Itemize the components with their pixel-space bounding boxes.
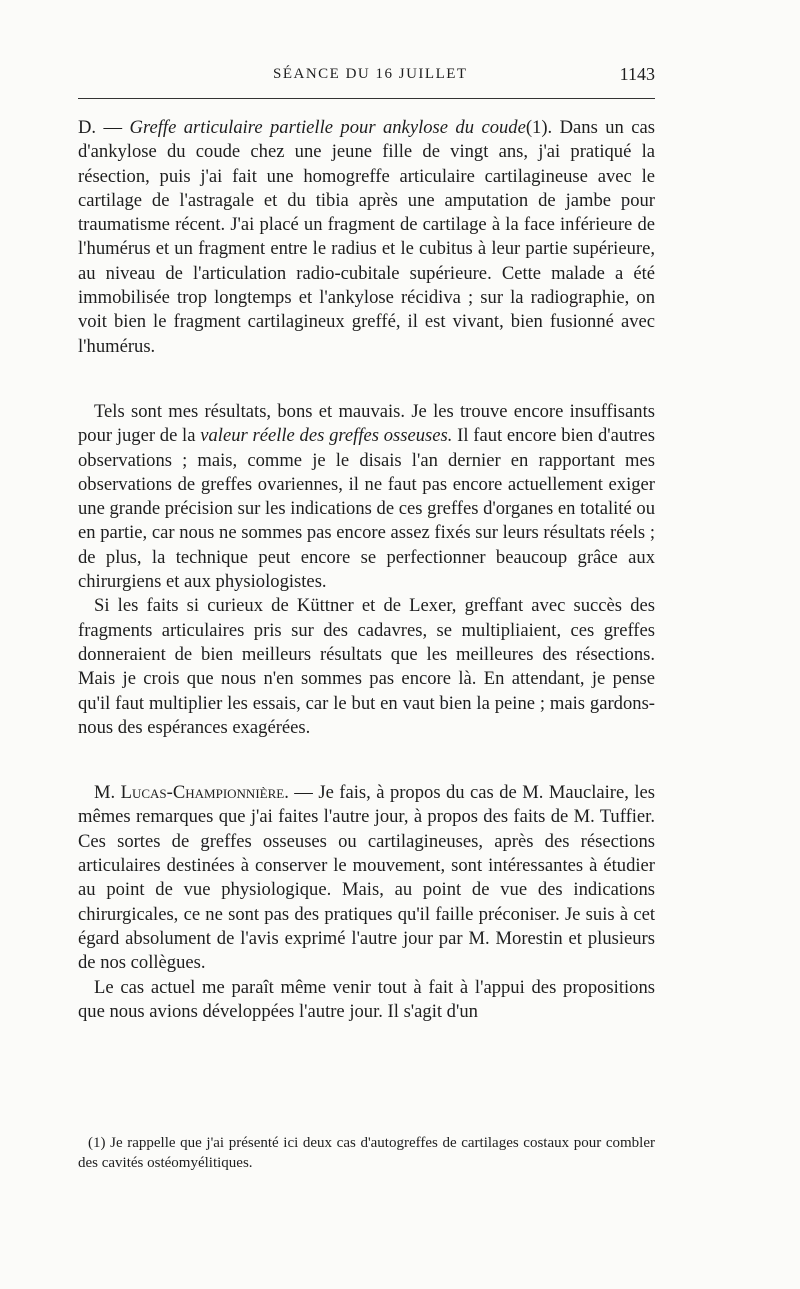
paragraph-gap xyxy=(78,359,655,400)
footnote-text: (1) Je rappelle que j'ai présenté ici deux cas d'autogreffes de cartilages costaux pour combler des cavités ostéomyélitiques. xyxy=(78,1135,655,1171)
header-rule xyxy=(78,98,655,99)
paragraph-text: Tels sont mes résultats, bons et mauvais. Je les trouve encore insuffisants pour juger de la xyxy=(78,400,655,447)
paragraph-gap xyxy=(78,740,655,781)
footnote-ref: (1). xyxy=(525,117,560,138)
paragraph-cas-actuel: Le cas actuel me paraît même venir tout à fait à l'appui des propositions que nous avions développées l'autre jour. Il s'agit d'un xyxy=(78,976,655,1022)
paragraph-text: Il faut encore bien d'autres observations ; mais, comme je le disais l'an dernier en rapportant mes observations de greffes ovariennes, il ne faut pas encore actuellement exiger une grande précision sur les indications de ces greffes d'organes en totalité ou en partie, car nous ne sommes pas encore assez fixés sur leurs résultats réels ; de plus, la technique peut encore se perfectionner beaucoup grâce aux chirurgiens et aux physiologistes. xyxy=(78,425,655,593)
page-header xyxy=(78,60,655,90)
section-title: Greffe articulaire partielle pour ankylose du coude xyxy=(129,117,526,138)
running-title: SÉANCE DU 16 JUILLET xyxy=(273,66,468,82)
paragraph-kuttner-lexer: Si les faits si curieux de Küttner et de Lexer, greffant avec succès des fragments articulaires pris sur des cadavres, se multipliaient, ces greffes donneraient de bien meilleurs résultats que les meilleures des résections. Mais je crois que nous n'en sommes pas encore là. En attendant, je pense qu'il faut multiplier les essais, car le but en vaut bien la peine ; mais gardons-nous des espérances exagérées. xyxy=(78,595,655,738)
paragraph-lucas-championniere xyxy=(78,781,655,975)
paragraph-resultats xyxy=(78,400,655,594)
italic-phrase: valeur réelle des greffes osseuses. xyxy=(200,425,453,447)
section-lead: D. — xyxy=(78,117,130,138)
main-text xyxy=(78,116,655,1024)
page-number: 1143 xyxy=(619,64,655,84)
speaker-name: M. Lucas-Championnière. xyxy=(94,782,289,804)
paragraph-text: — Je fais, à propos du cas de M. Mauclaire, les mêmes remarques que j'ai faites l'autre jour, à propos des faits de M. Tuffier. Ces sortes de greffes osseuses ou cartilagineuses, après des résections articulaires destinées à conserver le mouvement, sont intéressantes à étudier au point de vue physiologique. Mais, au point de vue des indications chirurgicales, ce ne sont pas des pratiques qu'il faille préconiser. Je suis à cet égard absolument de l'avis exprimé l'autre jour par M. Morestin et plusieurs de nos collègues. xyxy=(78,782,655,974)
footnote xyxy=(78,1133,655,1173)
paragraph-greffe-partielle xyxy=(78,116,655,359)
paragraph-text: Dans un cas d'ankylose du coude chez une jeune fille de vingt ans, j'ai pratiqué la résection, puis j'ai fait une homogreffe articulaire cartilagineuse avec le cartilage de l'astragale et du tibia après une amputation de jambe pour traumatisme récent. J'ai placé un fragment de cartilage à la face inférieure de l'humérus et un fragment entre le radius et le cubitus à leur partie supérieure, au niveau de l'articulation radio-cubitale supérieure. Cette malade a été immobilisée trop longtemps et l'ankylose récidiva ; sur la radiographie, on voit bien le fragment cartilagineux greffé, il est vivant, bien fusionné avec l'humérus. xyxy=(78,117,655,357)
